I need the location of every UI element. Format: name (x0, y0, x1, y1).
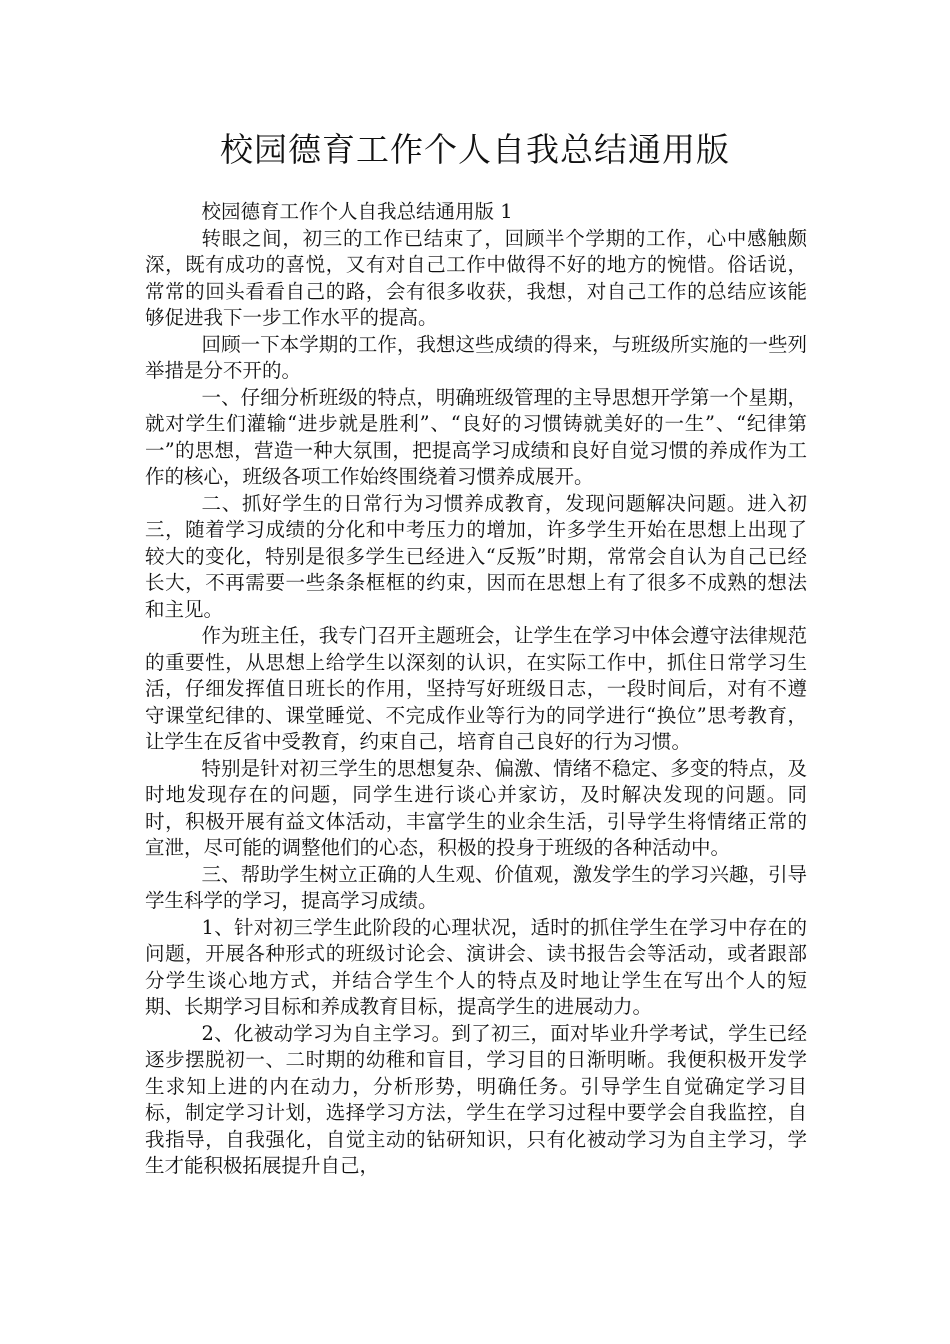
document-subtitle: 校园德育工作个人自我总结通用版 1 (201, 200, 513, 223)
paragraph: 特别是针对初三学生的思想复杂、偏激、情绪不稳定、多变的特点，及时地发现存在的问题，同学生进行谈心并家访，及时解决发现的问题。同时，积极开展有益文体活动，丰富学生的业余生活，引导学生将情绪正常的宣泄，尽可能的调整他们的心态，积极的投身于班级的各种活动中。 (145, 756, 807, 859)
paragraph: 2、化被动学习为自主学习。到了初三，面对毕业升学考试，学生已经逐步摆脱初一、二时期的幼稚和盲目，学习目的日渐明晰。我便积极开发学生求知上进的内在动力，分析形势，明确任务。引导学生自觉确定学习目标，制定学习计划，选择学习方法，学生在学习过程中要学会自我监控，自我指导，自我强化，自觉主动的钻研知识，只有化被动学习为自主学习，学生才能积极拓展提升自己， (145, 1021, 807, 1177)
paragraph: 一、仔细分析班级的特点，明确班级管理的主导思想开学第一个星期，就对学生们灌输“进步就是胜利”、“良好的习惯铸就美好的一生”、“纪律第一”的思想，营造一种大氛围，把提高学习成绩和良好自觉习惯的养成作为工作的核心，班级各项工作始终围绕着习惯养成展开。 (145, 385, 807, 488)
paragraph: 二、抓好学生的日常行为习惯养成教育，发现问题解决问题。进入初三，随着学习成绩的分化和中考压力的增加，许多学生开始在思想上出现了较大的变化，特别是很多学生已经进入“反叛”时期，常常会自认为自己已经长大，不再需要一些条条框框的约束，因而在思想上有了很多不成熟的想法和主见。 (145, 491, 807, 621)
document-body (145, 199, 807, 1180)
paragraph: 作为班主任，我专门召开主题班会，让学生在学习中体会遵守法律规范的重要性，从思想上给学生以深刻的认识，在实际工作中，抓住日常学习生活，仔细发挥值日班长的作用，坚持写好班级日志，一段时间后，对有不遵守课堂纪律的、课堂睡觉、不完成作业等行为的同学进行“换位”思考教育，让学生在反省中受教育，约束自己，培育自己良好的行为习惯。 (145, 624, 807, 753)
paragraph: 回顾一下本学期的工作，我想这些成绩的得来，与班级所实施的一些列举措是分不开的。 (145, 332, 807, 382)
paragraph: 1、针对初三学生此阶段的心理状况，适时的抓住学生在学习中存在的问题，开展各种形式的班级讨论会、演讲会、读书报告会等活动，或者跟部分学生谈心地方式，并结合学生个人的特点及时地让学生在写出个人的短期、长期学习目标和养成教育目标，提高学生的进展动力。 (145, 915, 807, 1018)
paragraph: 三、帮助学生树立正确的人生观、价值观，激发学生的学习兴趣，引导学生科学的学习，提高学习成绩。 (145, 862, 807, 912)
paragraph: 转眼之间，初三的工作已结束了，回顾半个学期的工作，心中感触颇深，既有成功的喜悦，又有对自己工作中做得不好的地方的惋惜。俗话说，常常的回头看看自己的路，会有很多收获，我想，对自己工作的总结应该能够促进我下一步工作水平的提高。 (145, 226, 807, 329)
document-title: 校园德育工作个人自我总结通用版 (220, 130, 730, 169)
